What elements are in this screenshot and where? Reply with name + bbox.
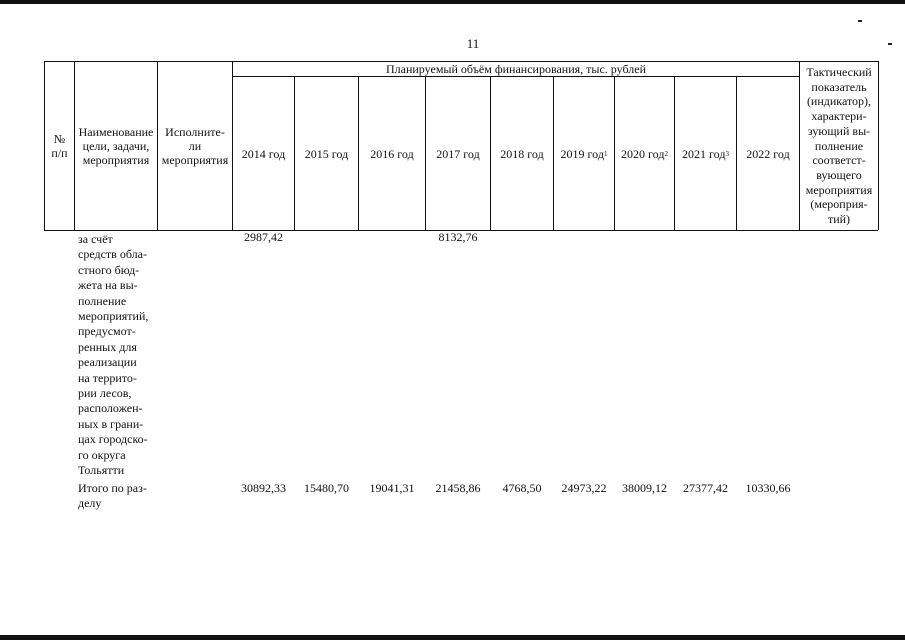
- header-year: 2022 год: [746, 146, 790, 161]
- total-value: 21458,86: [435, 481, 481, 495]
- page-number: 11: [466, 36, 480, 51]
- total-value: 27377,42: [683, 481, 728, 495]
- header-year: 2021 год 3: [682, 146, 729, 161]
- total-row-name: Итого по раз- делу: [78, 481, 147, 511]
- header-executor: Исполните- ли мероприятия: [161, 125, 229, 167]
- table-rule: [878, 61, 879, 230]
- scan-speck: [858, 20, 862, 22]
- total-value: 19041,31: [369, 481, 415, 495]
- total-value: 24973,22: [561, 481, 607, 495]
- scan-bottom-edge: [0, 635, 905, 640]
- header-year: 2017 год: [436, 146, 480, 161]
- total-value: 4768,50: [502, 481, 542, 495]
- header-year: 2016 год: [370, 146, 414, 161]
- row-value: 2987,42: [244, 230, 283, 244]
- total-value: 15480,70: [304, 481, 349, 495]
- row-value: 8132,76: [438, 230, 478, 244]
- scan-speck: [888, 43, 892, 45]
- header-funding: Планируемый объём финансирования, тыс. рублей: [385, 62, 646, 76]
- header-name: Наименование цели, задачи, мероприятия: [78, 125, 154, 167]
- header-year: 2015 год: [304, 146, 349, 161]
- row-name: за счёт средств обла- стного бюд- жета на вы- полнение мероприятий, предусмот- ренных для реализации на террито- рии лесов, расположен- ных в грани- цах городско- го округа Тольятти: [78, 232, 149, 478]
- header-year: 2014 год: [241, 146, 286, 161]
- header-number: № п/п: [51, 132, 68, 160]
- total-value: 38009,12: [622, 481, 667, 495]
- header-year: 2020 год 2: [621, 146, 668, 161]
- total-value: 30892,33: [241, 481, 286, 495]
- header-year: 2019 год 1: [560, 146, 608, 161]
- header-indicator: Тактический показатель (индикатор), характери- зующий вы- полнение соответст- вующего мероприятия (мероприя- тий): [805, 65, 873, 227]
- header-year: 2018 год: [500, 146, 544, 161]
- total-value: 10330,66: [745, 481, 791, 495]
- scan-top-edge: [0, 0, 905, 4]
